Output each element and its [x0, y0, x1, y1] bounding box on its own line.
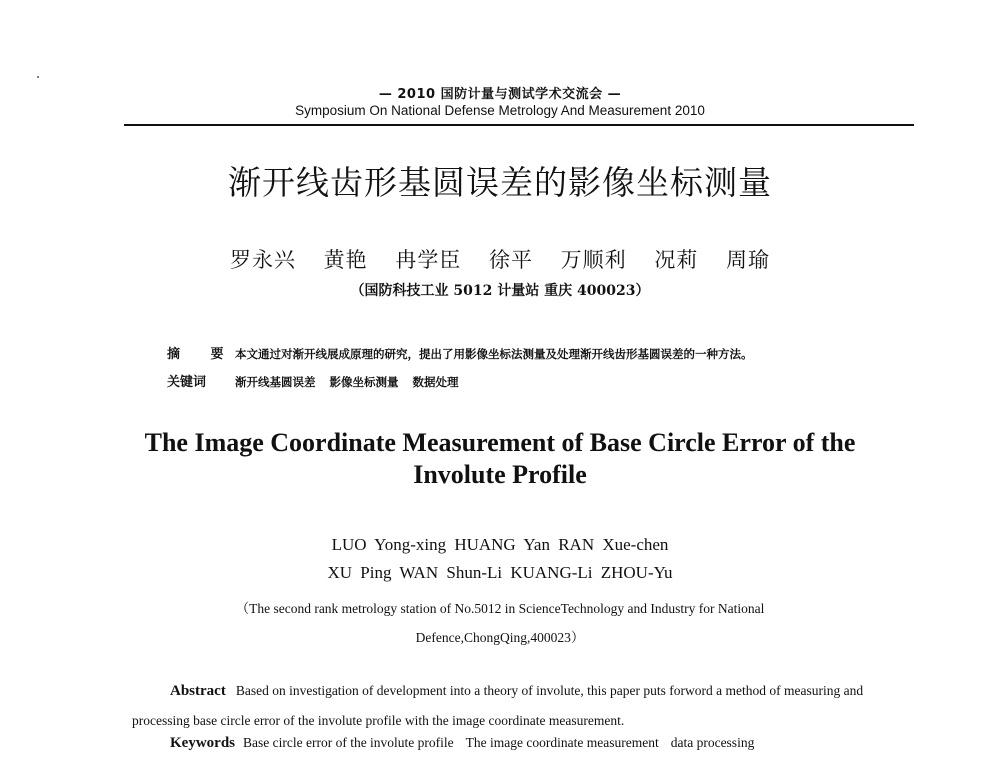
keyword-en: data processing [670, 735, 755, 750]
abstract-en-label: Abstract [170, 683, 226, 699]
affiliation-en-line: Defence,ChongQing,400023） [415, 630, 585, 645]
paper-title-en-line: The Image Coordinate Measurement of Base Circle Error of the [144, 428, 856, 457]
keywords-en [170, 735, 930, 752]
affiliation-cn: （国防科技工业 5012 计量站 重庆 400023） [350, 283, 650, 299]
affiliation-en-line: （The second rank metrology station of No.5012 in ScienceTechnology and Industry for National [235, 601, 765, 616]
keywords-cn-label: 关键词 [167, 375, 207, 390]
scan-speck [37, 76, 39, 78]
abstract-en-text: Based on investigation of development into a theory of involute, this paper puts forword a method of measuring and processing base circle error of the involute profile with the image coordinate measurement. [132, 683, 864, 728]
keyword-en: The image coordinate measurement [465, 735, 659, 750]
paper-title-en-line: Involute Profile [413, 460, 587, 489]
authors-en-line: LUO Yong-xing HUANG Yan RAN Xue-chen [331, 535, 669, 554]
keyword-cn: 影像坐标测量 [329, 375, 399, 389]
header-rule [124, 124, 914, 126]
authors-en-line: XU Ping WAN Shun-Li KUANG-Li ZHOU-Yu [327, 563, 673, 582]
keyword-en: Base circle error of the involute profile [243, 735, 454, 750]
keywords-cn [167, 371, 887, 390]
authors-cn: 罗永兴 黄艳 冉学臣 徐平 万顺利 况莉 周瑜 [229, 248, 771, 272]
conference-header-en: Symposium On National Defense Metrology And Measurement 2010 [295, 103, 705, 118]
keyword-cn: 数据处理 [412, 375, 459, 389]
abstract-en [132, 676, 892, 736]
keywords-en-label: Keywords [170, 735, 235, 751]
paper-title-en [0, 427, 1000, 491]
abstract-cn-text: 本文通过对渐开线展成原理的研究，提出了用影像坐标法测量及处理渐开线齿形基圆误差的一种方法。 [235, 347, 753, 361]
abstract-cn-label: 摘 要 [167, 347, 237, 362]
paper-title-cn: 渐开线齿形基圆误差的影像坐标测量 [228, 163, 772, 202]
conference-header-cn: — 2010 国防计量与测试学术交流会 — [378, 87, 622, 102]
keyword-cn: 渐开线基圆误差 [235, 375, 316, 389]
abstract-cn [167, 343, 887, 362]
